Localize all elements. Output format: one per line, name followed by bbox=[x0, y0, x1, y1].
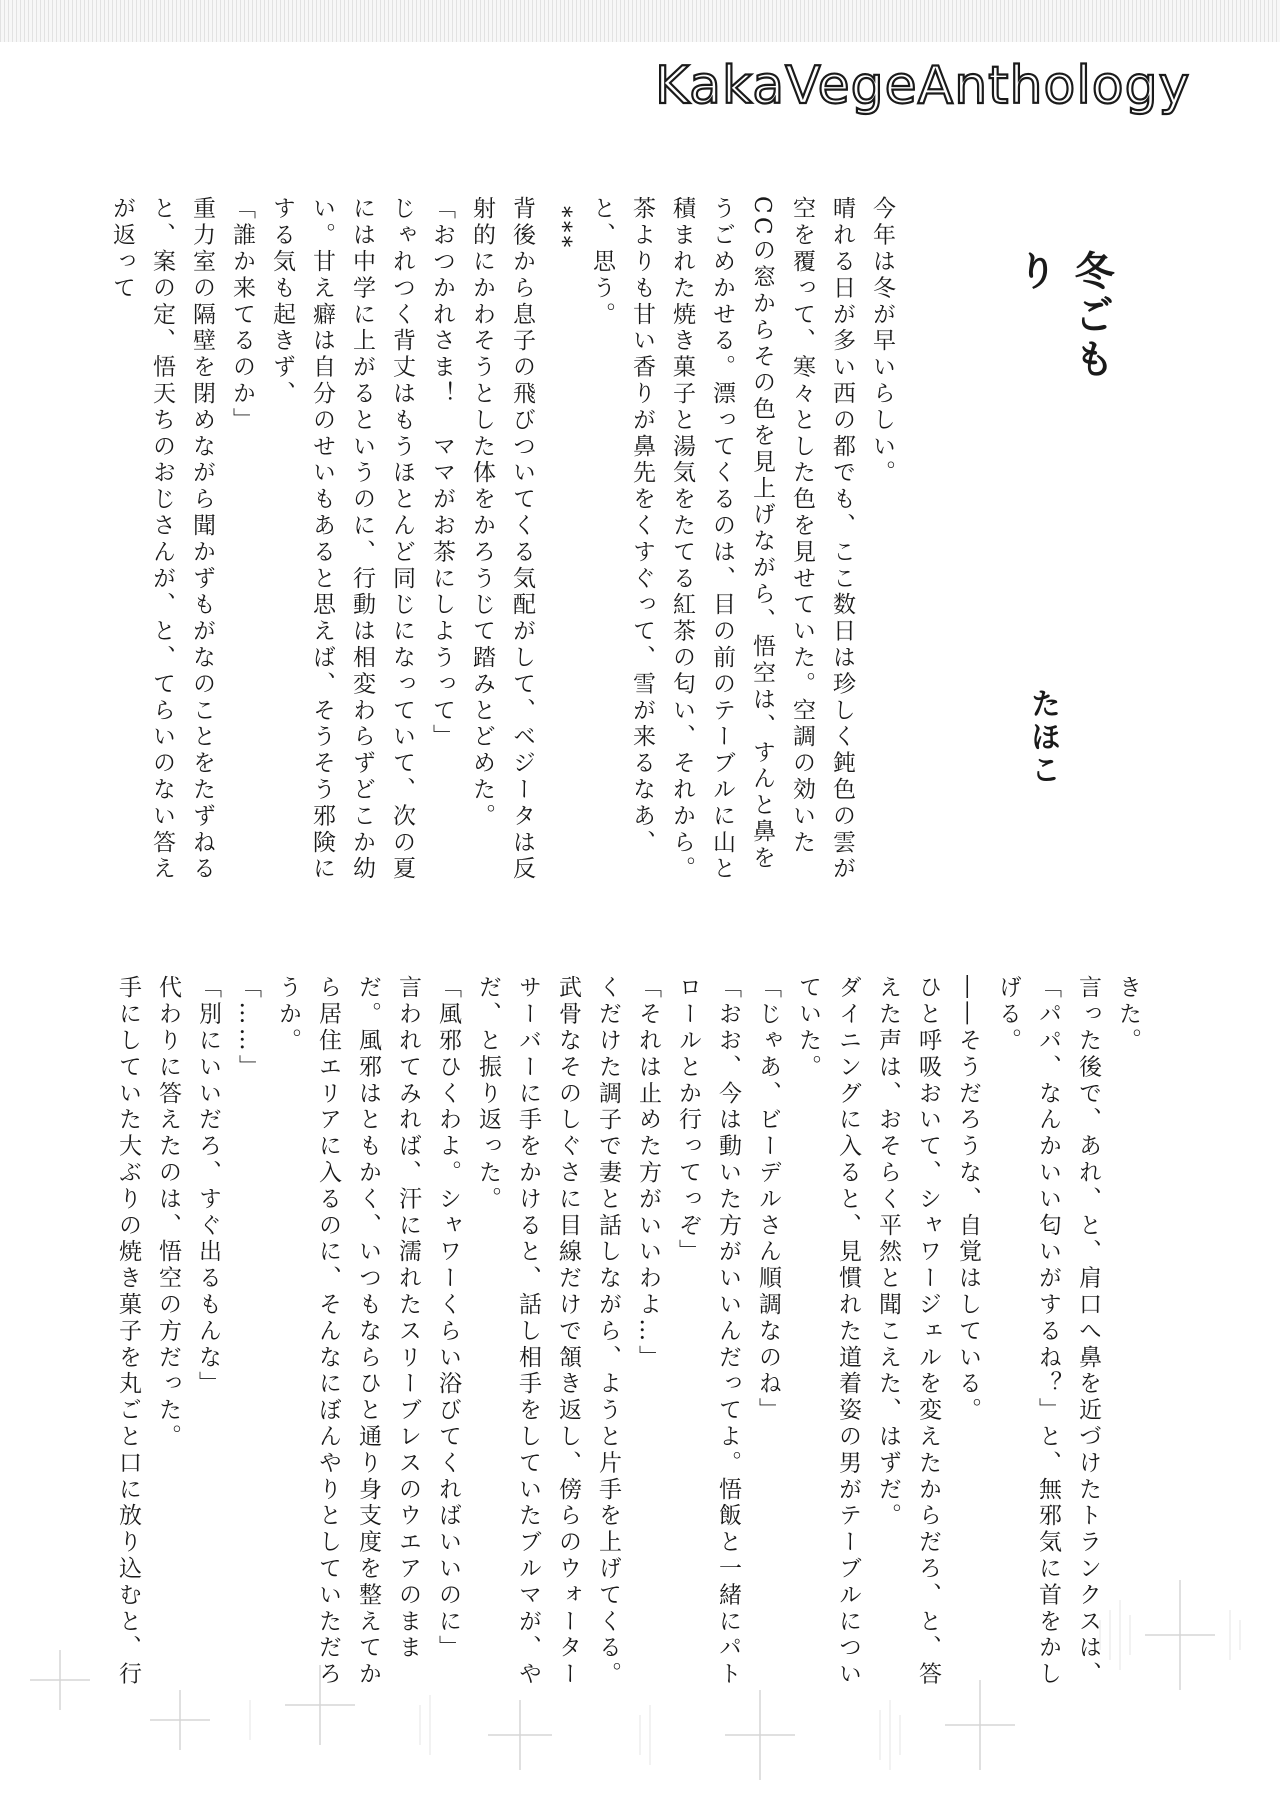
paragraph: 手にしていた大ぶりの焼き菓子を丸ごと口に放り込むと、行 bbox=[115, 975, 141, 1688]
scene-break: *** bbox=[549, 206, 575, 251]
paragraph: くだけた調子で妻と話しながら、ようと片手を上げてくる。武骨なそのしぐさに目線だけで頷き返し、傍らのウォーターサーバーに手をかけると、話し相手をしていたブルマが、やだ、と振り返った。 bbox=[475, 975, 621, 1688]
paragraph: 晴れる日が多い西の都でも、ここ数日は珍しく鈍色の雲が空を覆って、寒々とした色を見せていた。空調の効いたCCの窓からその色を見上げながら、悟空は、すんと鼻をうごめかせる。漂ってくるのは、目の前のテーブルに山と積まれた焼き菓子と湯気をたてる紅茶の匂い、それから。 bbox=[669, 196, 855, 883]
paragraph: ダイニングに入ると、見慣れた道着姿の男がテーブルについていた。 bbox=[795, 975, 861, 1688]
paragraph: 今年は冬が早いらしい。 bbox=[869, 196, 895, 487]
paragraph: 代わりに答えたのは、悟空の方だった。 bbox=[155, 975, 181, 1451]
paragraph: 茶よりも甘い香りが鼻先をくすぐって、雪が来るなあ、と、思う。 bbox=[589, 196, 655, 856]
paragraph: じゃれつく背丈はもうほとんど同じになっていて、次の夏には中学に上がるというのに、行動は相変わらずどこか幼い。甘え癖は自分のせいもあると思えば、そうそう邪険にする気も起きず、 bbox=[269, 196, 415, 883]
dialogue: 「おお、今は動いた方がいいんだってよ。悟飯と一緒にパトロールとか行ってっぞ」 bbox=[675, 975, 741, 1688]
sparkle-decoration bbox=[0, 1540, 1280, 1816]
dialogue: 「じゃあ、ビーデルさん順調なのね」 bbox=[755, 975, 781, 1424]
paragraph: ひと呼吸おいて、シャワージェルを変えたからだろ、と、答えた声は、おそらく平然と聞こえた、はずだ。 bbox=[875, 975, 941, 1688]
dialogue: 「風邪ひくわよ。シャワーくらい浴びてくればいいのに」 bbox=[435, 975, 461, 1662]
scan-top-band bbox=[0, 0, 1280, 42]
dialogue: 「別にいいだろ、すぐ出るもんな」 bbox=[195, 975, 221, 1398]
text-block-upper bbox=[109, 196, 902, 896]
dialogue: 「誰か来てるのか」 bbox=[229, 196, 255, 434]
story-title: 冬ごもり bbox=[1011, 250, 1114, 382]
author-name: たほこ bbox=[1025, 688, 1060, 787]
paragraph: 言われてみれば、汗に濡れたスリーブレスのウエアのままだ。風邪はともかく、いつもならひと通り身支度を整えてから居住エリアに入るのに、そんなにぼんやりとしていただろうか。 bbox=[275, 975, 421, 1688]
paragraph: 言った後で、あれ、と、肩口へ鼻を近づけたトランクスは、「パパ、なんかいい匂いがするね？」と、無邪気に首をかしげる。 bbox=[995, 975, 1101, 1688]
dialogue: 「それは止めた方がいいわよ…」 bbox=[635, 975, 661, 1371]
dialogue: 「おつかれさま！ ママがお茶にしようって」 bbox=[429, 196, 455, 751]
paragraph: 背後から息子の飛びついてくる気配がして、ベジータは反射的にかわそうとした体をかろうじて踏みとどめた。 bbox=[469, 196, 535, 883]
paragraph: 重力室の隔壁を閉めながら聞かずもがなのことをたずねると、案の定、悟天ちのおじさんが、と、てらいのない答えが返って bbox=[109, 196, 215, 883]
paragraph: きた。 bbox=[1115, 975, 1141, 1055]
dialogue: 「……」 bbox=[235, 975, 261, 1081]
anthology-title: KakaVegeAnthology bbox=[655, 56, 1191, 116]
paragraph: ――そうだろうな、自覚はしている。 bbox=[955, 975, 981, 1424]
